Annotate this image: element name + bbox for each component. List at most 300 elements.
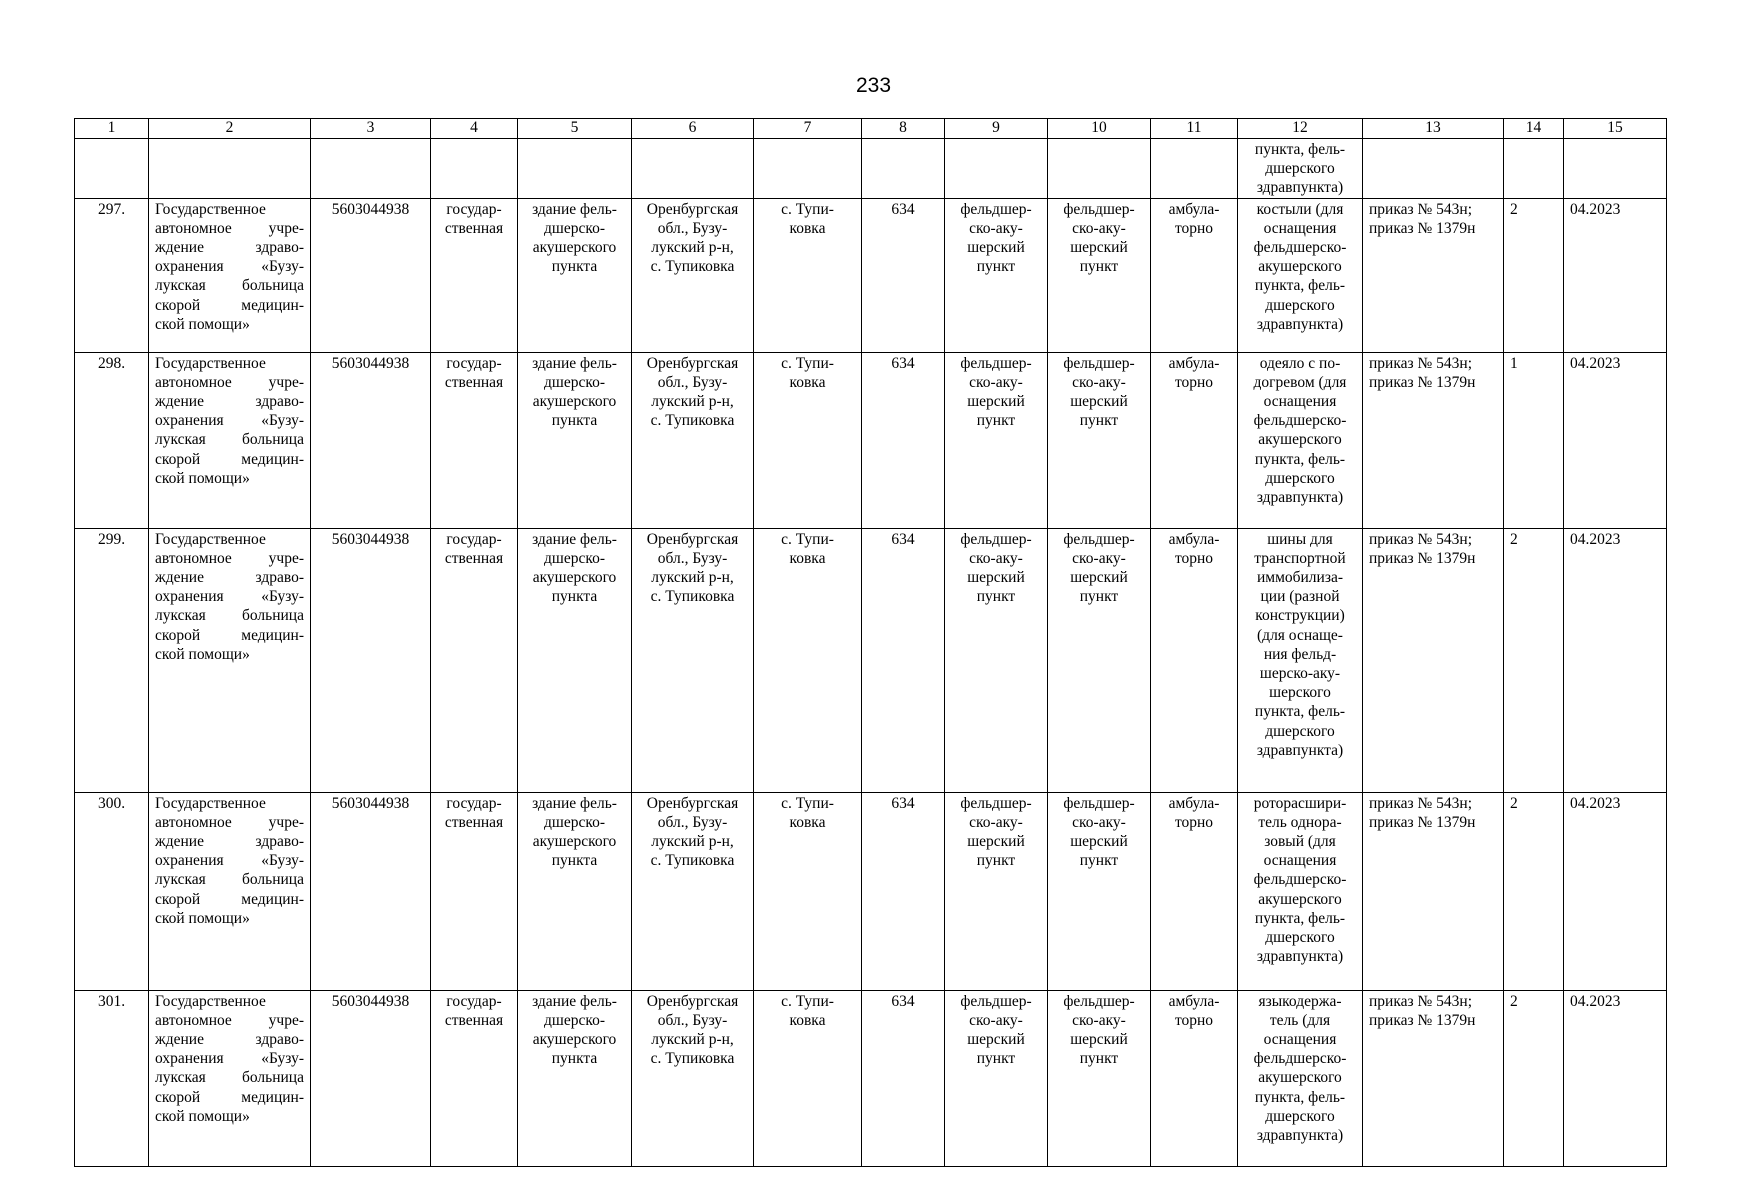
text-line: с. Тупиковка bbox=[650, 852, 735, 870]
text-line: дшерско- bbox=[544, 373, 605, 391]
text-line: ско-аку- bbox=[969, 1011, 1023, 1029]
text-line: Государственное bbox=[155, 200, 266, 218]
text-line: пункт bbox=[976, 588, 1016, 606]
text-line: государ- bbox=[446, 794, 502, 812]
text-line: шерский bbox=[1070, 393, 1128, 411]
locality bbox=[754, 528, 862, 792]
text-line: тель однора- bbox=[1258, 813, 1342, 831]
text-line: ственная bbox=[444, 373, 504, 391]
regulatory-order bbox=[1363, 198, 1504, 352]
text-line: ственная bbox=[444, 1011, 504, 1029]
building bbox=[518, 528, 632, 792]
text-line: оснащения bbox=[1263, 219, 1337, 237]
organization-name bbox=[149, 352, 311, 528]
text-line: лукский р-н, bbox=[651, 393, 734, 411]
text-line: ции (разной bbox=[1260, 588, 1340, 606]
text-line: пункта bbox=[551, 588, 598, 606]
quantity: 2 bbox=[1504, 198, 1564, 352]
text-line: приказ № 1379н bbox=[1369, 549, 1476, 567]
text-line: с. Тупиковка bbox=[650, 1050, 735, 1068]
locality bbox=[754, 352, 862, 528]
date: 04.2023 bbox=[1564, 528, 1667, 792]
inn: 5603044938 bbox=[311, 352, 431, 528]
building bbox=[518, 792, 632, 990]
text-line: фельдшер- bbox=[1063, 794, 1135, 812]
text-line: лукский р-н, bbox=[651, 569, 734, 587]
facility-kind bbox=[1048, 198, 1151, 352]
text-line: здравпункта) bbox=[1256, 1127, 1344, 1145]
equipment-table bbox=[74, 118, 1667, 1167]
text-line: приказ № 543н; bbox=[1369, 530, 1473, 548]
text-line: лукская больница bbox=[155, 1069, 304, 1087]
text-line: ковка bbox=[789, 373, 826, 391]
inn: 5603044938 bbox=[311, 990, 431, 1166]
address bbox=[632, 528, 754, 792]
text-line: (для оснаще- bbox=[1257, 626, 1343, 644]
locality bbox=[754, 792, 862, 990]
text-line: иммобилиза- bbox=[1256, 569, 1344, 587]
text-line: приказ № 543н; bbox=[1369, 992, 1473, 1010]
building bbox=[518, 990, 632, 1166]
text-line: пункта, фель- bbox=[1254, 1088, 1346, 1106]
regulatory-order bbox=[1363, 352, 1504, 528]
text-line: фельдшер- bbox=[960, 794, 1032, 812]
text-line: акушерского bbox=[1258, 258, 1342, 276]
table-row bbox=[75, 352, 1667, 528]
page-number: 233 bbox=[855, 74, 892, 97]
care-conditions bbox=[1151, 528, 1238, 792]
text-line: торно bbox=[1174, 219, 1214, 237]
text-line: пункт bbox=[1079, 412, 1119, 430]
text-line: охранения «Бузу- bbox=[155, 588, 304, 606]
text-line: акушерского bbox=[1258, 431, 1342, 449]
text-line: торно bbox=[1174, 1011, 1214, 1029]
inn: 5603044938 bbox=[311, 528, 431, 792]
text-line: оснащения bbox=[1263, 393, 1337, 411]
text-line: акушерского bbox=[532, 239, 617, 257]
text-line: акушерского bbox=[1258, 890, 1342, 908]
organization-name bbox=[149, 528, 311, 792]
continuation-row bbox=[75, 139, 1667, 199]
text-line: ждение здраво- bbox=[155, 569, 304, 587]
inn: 5603044938 bbox=[311, 792, 431, 990]
regulatory-order bbox=[1363, 528, 1504, 792]
text-line: ско-аку- bbox=[969, 813, 1023, 831]
text-line: ско-аку- bbox=[969, 373, 1023, 391]
text-line: приказ № 543н; bbox=[1369, 354, 1473, 372]
code: 634 bbox=[862, 198, 945, 352]
text-line: скорой медицин- bbox=[155, 450, 304, 468]
text-line: шерский bbox=[1070, 569, 1128, 587]
text-line: обл., Бузу- bbox=[657, 1011, 728, 1029]
text-line: фельдшер- bbox=[1063, 992, 1135, 1010]
text-line: автономное учре- bbox=[155, 813, 304, 831]
text-line: пункт bbox=[1079, 588, 1119, 606]
table-row bbox=[75, 990, 1667, 1166]
care-conditions bbox=[1151, 990, 1238, 1166]
column-number: 4 bbox=[431, 119, 518, 139]
text-line: с. Тупиковка bbox=[650, 258, 735, 276]
text-line: пункта, фель- bbox=[1254, 909, 1346, 927]
text-line: ско-аку- bbox=[969, 549, 1023, 567]
quantity: 2 bbox=[1504, 528, 1564, 792]
organization-name bbox=[149, 990, 311, 1166]
text-line: здравпункта) bbox=[1256, 741, 1344, 759]
column-number: 1 bbox=[75, 119, 149, 139]
column-number: 7 bbox=[754, 119, 862, 139]
text-line: здание фель- bbox=[532, 200, 617, 218]
text-line: ской помощи» bbox=[155, 645, 250, 663]
column-number: 11 bbox=[1151, 119, 1238, 139]
quantity: 2 bbox=[1504, 792, 1564, 990]
text-line: дшерско- bbox=[544, 1011, 605, 1029]
text-line: акушерского bbox=[1258, 1069, 1342, 1087]
text-line: дшерского bbox=[1265, 160, 1335, 178]
text-line: с. Тупи- bbox=[781, 200, 834, 218]
ownership-form bbox=[431, 198, 518, 352]
text-line: ждение здраво- bbox=[155, 833, 304, 851]
text-line: догревом (для bbox=[1253, 373, 1347, 391]
text-line: фельдшерско- bbox=[1253, 412, 1347, 430]
text-line: ско-аку- bbox=[1072, 219, 1126, 237]
text-line: ской помощи» bbox=[155, 1107, 250, 1125]
address bbox=[632, 352, 754, 528]
text-line: здравпункта) bbox=[1256, 315, 1344, 333]
text-line: роторасшири- bbox=[1253, 794, 1347, 812]
address bbox=[632, 198, 754, 352]
quantity: 1 bbox=[1504, 352, 1564, 528]
text-line: с. Тупиковка bbox=[650, 412, 735, 430]
text-line: ковка bbox=[789, 549, 826, 567]
text-line: оснащения bbox=[1263, 852, 1337, 870]
text-line: автономное учре- bbox=[155, 549, 304, 567]
date: 04.2023 bbox=[1564, 792, 1667, 990]
column-number: 8 bbox=[862, 119, 945, 139]
table-row bbox=[75, 198, 1667, 352]
text-line: лукский р-н, bbox=[651, 239, 734, 257]
text-line: фельдшерско- bbox=[1253, 1050, 1347, 1068]
text-line: приказ № 1379н bbox=[1369, 219, 1476, 237]
text-line: дшерско- bbox=[544, 219, 605, 237]
text-line: государ- bbox=[446, 354, 502, 372]
text-line: шерский bbox=[967, 393, 1025, 411]
text-line: амбула- bbox=[1168, 354, 1220, 372]
ownership-form bbox=[431, 990, 518, 1166]
ownership-form bbox=[431, 528, 518, 792]
row-number: 300. bbox=[75, 792, 149, 990]
text-line: языкодержа- bbox=[1258, 992, 1342, 1010]
date: 04.2023 bbox=[1564, 198, 1667, 352]
text-line: здравпункта) bbox=[1256, 948, 1344, 966]
text-line: приказ № 1379н bbox=[1369, 1011, 1476, 1029]
column-number: 14 bbox=[1504, 119, 1564, 139]
text-line: с. Тупи- bbox=[781, 354, 834, 372]
equipment-item bbox=[1238, 792, 1363, 990]
text-line: зовый (для bbox=[1264, 833, 1336, 851]
text-line: лукская больница bbox=[155, 277, 304, 295]
text-line: пункта, фель- bbox=[1254, 141, 1346, 158]
text-line: пункта, фель- bbox=[1254, 703, 1346, 721]
text-line: шерский bbox=[1070, 833, 1128, 851]
facility-kind bbox=[1048, 792, 1151, 990]
table-body bbox=[75, 119, 1667, 1167]
facility-type bbox=[945, 198, 1048, 352]
facility-kind bbox=[1048, 352, 1151, 528]
text-line: пункт bbox=[1079, 1050, 1119, 1068]
text-line: Оренбургская bbox=[646, 794, 739, 812]
text-line: амбула- bbox=[1168, 530, 1220, 548]
facility-kind bbox=[1048, 528, 1151, 792]
text-line: фельдшер- bbox=[960, 992, 1032, 1010]
equipment-item bbox=[1238, 990, 1363, 1166]
text-line: здравпункта) bbox=[1256, 179, 1344, 197]
text-line: охранения «Бузу- bbox=[155, 1050, 304, 1068]
text-line: здание фель- bbox=[532, 530, 617, 548]
text-line: государ- bbox=[446, 992, 502, 1010]
table-row bbox=[75, 792, 1667, 990]
ownership-form bbox=[431, 352, 518, 528]
address bbox=[632, 792, 754, 990]
text-line: оснащения bbox=[1263, 1031, 1337, 1049]
text-line: торно bbox=[1174, 373, 1214, 391]
text-line: ско-аку- bbox=[1072, 813, 1126, 831]
text-line: обл., Бузу- bbox=[657, 549, 728, 567]
text-line: автономное учре- bbox=[155, 219, 304, 237]
text-line: шерский bbox=[967, 569, 1025, 587]
text-line: фельдшерско- bbox=[1253, 239, 1347, 257]
text-line: тель (для bbox=[1269, 1011, 1331, 1029]
text-line: пункт bbox=[976, 1050, 1016, 1068]
text-line: обл., Бузу- bbox=[657, 219, 728, 237]
inn: 5603044938 bbox=[311, 198, 431, 352]
text-line: торно bbox=[1174, 813, 1214, 831]
date: 04.2023 bbox=[1564, 990, 1667, 1166]
text-line: здание фель- bbox=[532, 794, 617, 812]
text-line: акушерского bbox=[532, 833, 617, 851]
continuation-item bbox=[1238, 139, 1363, 199]
text-line: шины для bbox=[1267, 530, 1333, 548]
column-number: 2 bbox=[149, 119, 311, 139]
text-line: амбула- bbox=[1168, 200, 1220, 218]
text-line: Государственное bbox=[155, 530, 266, 548]
text-line: охранения «Бузу- bbox=[155, 258, 304, 276]
text-line: конструкции) bbox=[1255, 607, 1345, 625]
column-number: 13 bbox=[1363, 119, 1504, 139]
text-line: обл., Бузу- bbox=[657, 373, 728, 391]
text-line: ской помощи» bbox=[155, 469, 250, 487]
text-line: ждение здраво- bbox=[155, 1031, 304, 1049]
text-line: фельдшер- bbox=[960, 530, 1032, 548]
text-line: здравпункта) bbox=[1256, 489, 1344, 507]
facility-type bbox=[945, 990, 1048, 1166]
text-line: пункт bbox=[1079, 258, 1119, 276]
organization-name bbox=[149, 198, 311, 352]
regulatory-order bbox=[1363, 990, 1504, 1166]
text-line: автономное учре- bbox=[155, 373, 304, 391]
column-number: 6 bbox=[632, 119, 754, 139]
text-line: с. Тупиковка bbox=[650, 588, 735, 606]
text-line: пункт bbox=[976, 412, 1016, 430]
text-line: дшерского bbox=[1265, 296, 1335, 314]
text-line: скорой медицин- bbox=[155, 890, 304, 908]
locality bbox=[754, 990, 862, 1166]
text-line: Оренбургская bbox=[646, 354, 739, 372]
text-line: лукская больница bbox=[155, 607, 304, 625]
text-line: пункта bbox=[551, 258, 598, 276]
text-line: пункт bbox=[1079, 852, 1119, 870]
text-line: шерский bbox=[967, 239, 1025, 257]
text-line: шерского bbox=[1269, 684, 1331, 702]
building bbox=[518, 198, 632, 352]
text-line: ско-аку- bbox=[1072, 373, 1126, 391]
row-number: 299. bbox=[75, 528, 149, 792]
row-number: 297. bbox=[75, 198, 149, 352]
text-line: фельдшерско- bbox=[1253, 871, 1347, 889]
text-line: шерский bbox=[967, 1031, 1025, 1049]
text-line: акушерского bbox=[532, 1031, 617, 1049]
code: 634 bbox=[862, 792, 945, 990]
text-line: дшерско- bbox=[544, 813, 605, 831]
text-line: с. Тупи- bbox=[781, 530, 834, 548]
text-line: одеяло с по- bbox=[1259, 354, 1341, 372]
text-line: амбула- bbox=[1168, 992, 1220, 1010]
code: 634 bbox=[862, 528, 945, 792]
text-line: лукский р-н, bbox=[651, 1031, 734, 1049]
equipment-item bbox=[1238, 352, 1363, 528]
text-line: шерско-аку- bbox=[1259, 665, 1341, 683]
text-line: пункт bbox=[976, 852, 1016, 870]
table-row bbox=[75, 528, 1667, 792]
code: 634 bbox=[862, 990, 945, 1166]
row-number: 298. bbox=[75, 352, 149, 528]
text-line: ния фельд- bbox=[1263, 645, 1337, 663]
organization-name bbox=[149, 792, 311, 990]
text-line: фельдшер- bbox=[1063, 200, 1135, 218]
text-line: пункта bbox=[551, 852, 598, 870]
text-line: транспортной bbox=[1254, 549, 1346, 567]
text-line: фельдшер- bbox=[960, 200, 1032, 218]
text-line: пункта bbox=[551, 1050, 598, 1068]
text-line: лукская больница bbox=[155, 431, 304, 449]
text-line: Государственное bbox=[155, 794, 266, 812]
text-line: фельдшер- bbox=[960, 354, 1032, 372]
text-line: ковка bbox=[789, 219, 826, 237]
column-number: 15 bbox=[1564, 119, 1667, 139]
text-line: дшерского bbox=[1265, 469, 1335, 487]
text-line: скорой медицин- bbox=[155, 1088, 304, 1106]
text-line: пункта bbox=[551, 412, 598, 430]
text-line: ственная bbox=[444, 219, 504, 237]
text-line: ственная bbox=[444, 813, 504, 831]
facility-type bbox=[945, 352, 1048, 528]
facility-type bbox=[945, 528, 1048, 792]
text-line: пункта, фель- bbox=[1254, 450, 1346, 468]
text-line: шерский bbox=[1070, 1031, 1128, 1049]
building bbox=[518, 352, 632, 528]
column-number: 5 bbox=[518, 119, 632, 139]
text-line: дшерского bbox=[1265, 1107, 1335, 1125]
text-line: скорой медицин- bbox=[155, 626, 304, 644]
text-line: охранения «Бузу- bbox=[155, 412, 304, 430]
text-line: пункт bbox=[976, 258, 1016, 276]
text-line: государ- bbox=[446, 530, 502, 548]
text-line: здание фель- bbox=[532, 354, 617, 372]
text-line: дшерского bbox=[1265, 722, 1335, 740]
text-line: приказ № 1379н bbox=[1369, 813, 1476, 831]
column-number: 12 bbox=[1238, 119, 1363, 139]
text-line: ско-аку- bbox=[1072, 549, 1126, 567]
text-line: пункта, фель- bbox=[1254, 277, 1346, 295]
column-number-row bbox=[75, 119, 1667, 139]
text-line: Оренбургская bbox=[646, 992, 739, 1010]
text-line: охранения «Бузу- bbox=[155, 852, 304, 870]
facility-kind bbox=[1048, 990, 1151, 1166]
care-conditions bbox=[1151, 792, 1238, 990]
text-line: приказ № 543н; bbox=[1369, 794, 1473, 812]
text-line: ковка bbox=[789, 1011, 826, 1029]
text-line: ской помощи» bbox=[155, 315, 250, 333]
code: 634 bbox=[862, 352, 945, 528]
text-line: государ- bbox=[446, 200, 502, 218]
locality bbox=[754, 198, 862, 352]
facility-type bbox=[945, 792, 1048, 990]
column-number: 10 bbox=[1048, 119, 1151, 139]
regulatory-order bbox=[1363, 792, 1504, 990]
equipment-item bbox=[1238, 198, 1363, 352]
text-line: Государственное bbox=[155, 992, 266, 1010]
text-line: ско-аку- bbox=[1072, 1011, 1126, 1029]
text-line: акушерского bbox=[532, 569, 617, 587]
care-conditions bbox=[1151, 198, 1238, 352]
text-line: ждение здраво- bbox=[155, 239, 304, 257]
text-line: костыли (для bbox=[1256, 200, 1344, 218]
text-line: лукский р-н, bbox=[651, 833, 734, 851]
text-line: ственная bbox=[444, 549, 504, 567]
text-line: обл., Бузу- bbox=[657, 813, 728, 831]
text-line: шерский bbox=[967, 833, 1025, 851]
text-line: Оренбургская bbox=[646, 200, 739, 218]
text-line: фельдшер- bbox=[1063, 530, 1135, 548]
text-line: ковка bbox=[789, 813, 826, 831]
text-line: торно bbox=[1174, 549, 1214, 567]
column-number: 9 bbox=[945, 119, 1048, 139]
text-line: скорой медицин- bbox=[155, 296, 304, 314]
text-line: с. Тупи- bbox=[781, 992, 834, 1010]
text-line: Оренбургская bbox=[646, 530, 739, 548]
equipment-item bbox=[1238, 528, 1363, 792]
text-line: приказ № 543н; bbox=[1369, 200, 1473, 218]
text-line: приказ № 1379н bbox=[1369, 373, 1476, 391]
text-line: ско-аку- bbox=[969, 219, 1023, 237]
care-conditions bbox=[1151, 352, 1238, 528]
text-line: акушерского bbox=[532, 393, 617, 411]
ownership-form bbox=[431, 792, 518, 990]
text-line: автономное учре- bbox=[155, 1011, 304, 1029]
text-line: дшерско- bbox=[544, 549, 605, 567]
text-line: ской помощи» bbox=[155, 909, 250, 927]
row-number: 301. bbox=[75, 990, 149, 1166]
text-line: здание фель- bbox=[532, 992, 617, 1010]
text-line: фельдшер- bbox=[1063, 354, 1135, 372]
quantity: 2 bbox=[1504, 990, 1564, 1166]
text-line: шерский bbox=[1070, 239, 1128, 257]
text-line: дшерского bbox=[1265, 929, 1335, 947]
text-line: с. Тупи- bbox=[781, 794, 834, 812]
address bbox=[632, 990, 754, 1166]
date: 04.2023 bbox=[1564, 352, 1667, 528]
text-line: ждение здраво- bbox=[155, 393, 304, 411]
text-line: амбула- bbox=[1168, 794, 1220, 812]
